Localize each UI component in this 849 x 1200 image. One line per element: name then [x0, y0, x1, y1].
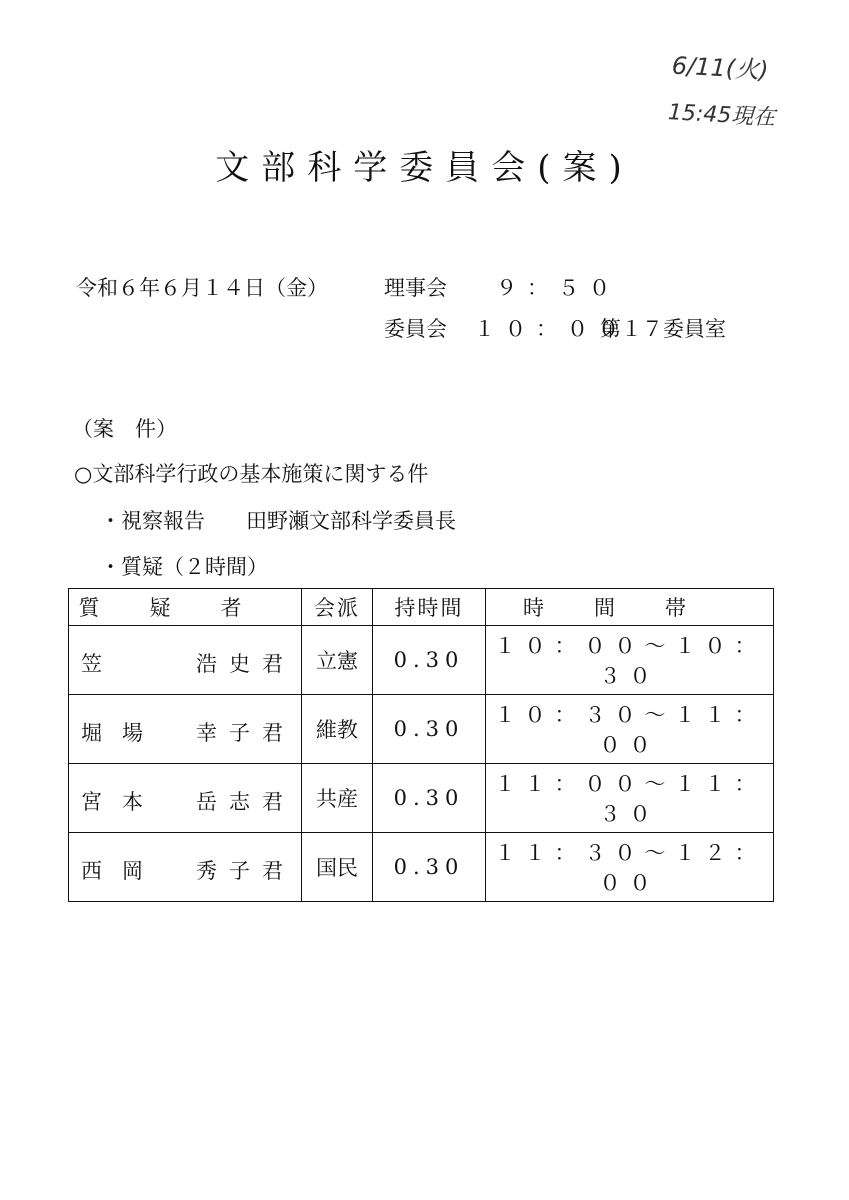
table-row — [69, 695, 774, 764]
agenda-item: ○文部科学行政の基本施策に関する件 — [74, 462, 429, 486]
header-questioner: 質疑者 — [69, 589, 302, 626]
committee-meeting-room: 第１７委員室 — [600, 317, 726, 341]
page-title: 文部科学委員会(案) — [215, 148, 634, 188]
party: 共産 — [302, 764, 373, 833]
party: 維教 — [302, 695, 373, 764]
agenda-subitem-inspection-person: 田野瀬文部科学委員長 — [246, 509, 456, 533]
family-name: 西岡 — [81, 859, 163, 883]
header-party: 会派 — [302, 589, 373, 626]
duration: 0.30 — [373, 764, 486, 833]
given-name: 秀子君 — [196, 859, 295, 883]
family-name: 堀場 — [81, 721, 163, 745]
duration: 0.30 — [373, 626, 486, 695]
duration: 0.30 — [373, 695, 486, 764]
duration: 0.30 — [373, 833, 486, 902]
table-row — [69, 626, 774, 695]
questioner-name — [69, 695, 302, 764]
given-name: 岳志君 — [196, 790, 295, 814]
committee-meeting-label: 委員会 — [384, 317, 447, 341]
board-meeting-label: 理事会 — [384, 276, 447, 300]
header-timeslot: 時間帯 — [486, 589, 774, 626]
table-row — [69, 833, 774, 902]
agenda-heading: （案 件） — [72, 417, 177, 441]
questioner-name — [69, 833, 302, 902]
given-name: 幸子君 — [196, 721, 295, 745]
committee-meeting-time: １０：００ — [474, 317, 629, 341]
party: 国民 — [302, 833, 373, 902]
board-meeting-time: ９：５０ — [496, 276, 620, 300]
agenda-subitem-questions: ・質疑（２時間） — [100, 555, 268, 579]
questioner-name — [69, 626, 302, 695]
questioner-name — [69, 764, 302, 833]
agenda-subitem-inspection: ・視察報告 — [100, 509, 205, 533]
timeslot: １１：３０～１２：００ — [486, 833, 774, 902]
family-name: 宮本 — [81, 790, 163, 814]
given-name: 浩史君 — [196, 652, 295, 676]
table-row — [69, 764, 774, 833]
meeting-date: 令和６年６月１４日（金） — [76, 276, 328, 300]
family-name: 笠 — [81, 652, 122, 676]
questioner-table — [68, 588, 774, 902]
timeslot: １０：３０～１１：００ — [486, 695, 774, 764]
timeslot: １０：００～１０：３０ — [486, 626, 774, 695]
table-header-row — [69, 589, 774, 626]
header-duration: 持時間 — [373, 589, 486, 626]
handwritten-date: 6/11(火) — [671, 51, 770, 85]
timeslot: １１：００～１１：３０ — [486, 764, 774, 833]
party: 立憲 — [302, 626, 373, 695]
handwritten-time: 15:45現在 — [667, 100, 776, 131]
